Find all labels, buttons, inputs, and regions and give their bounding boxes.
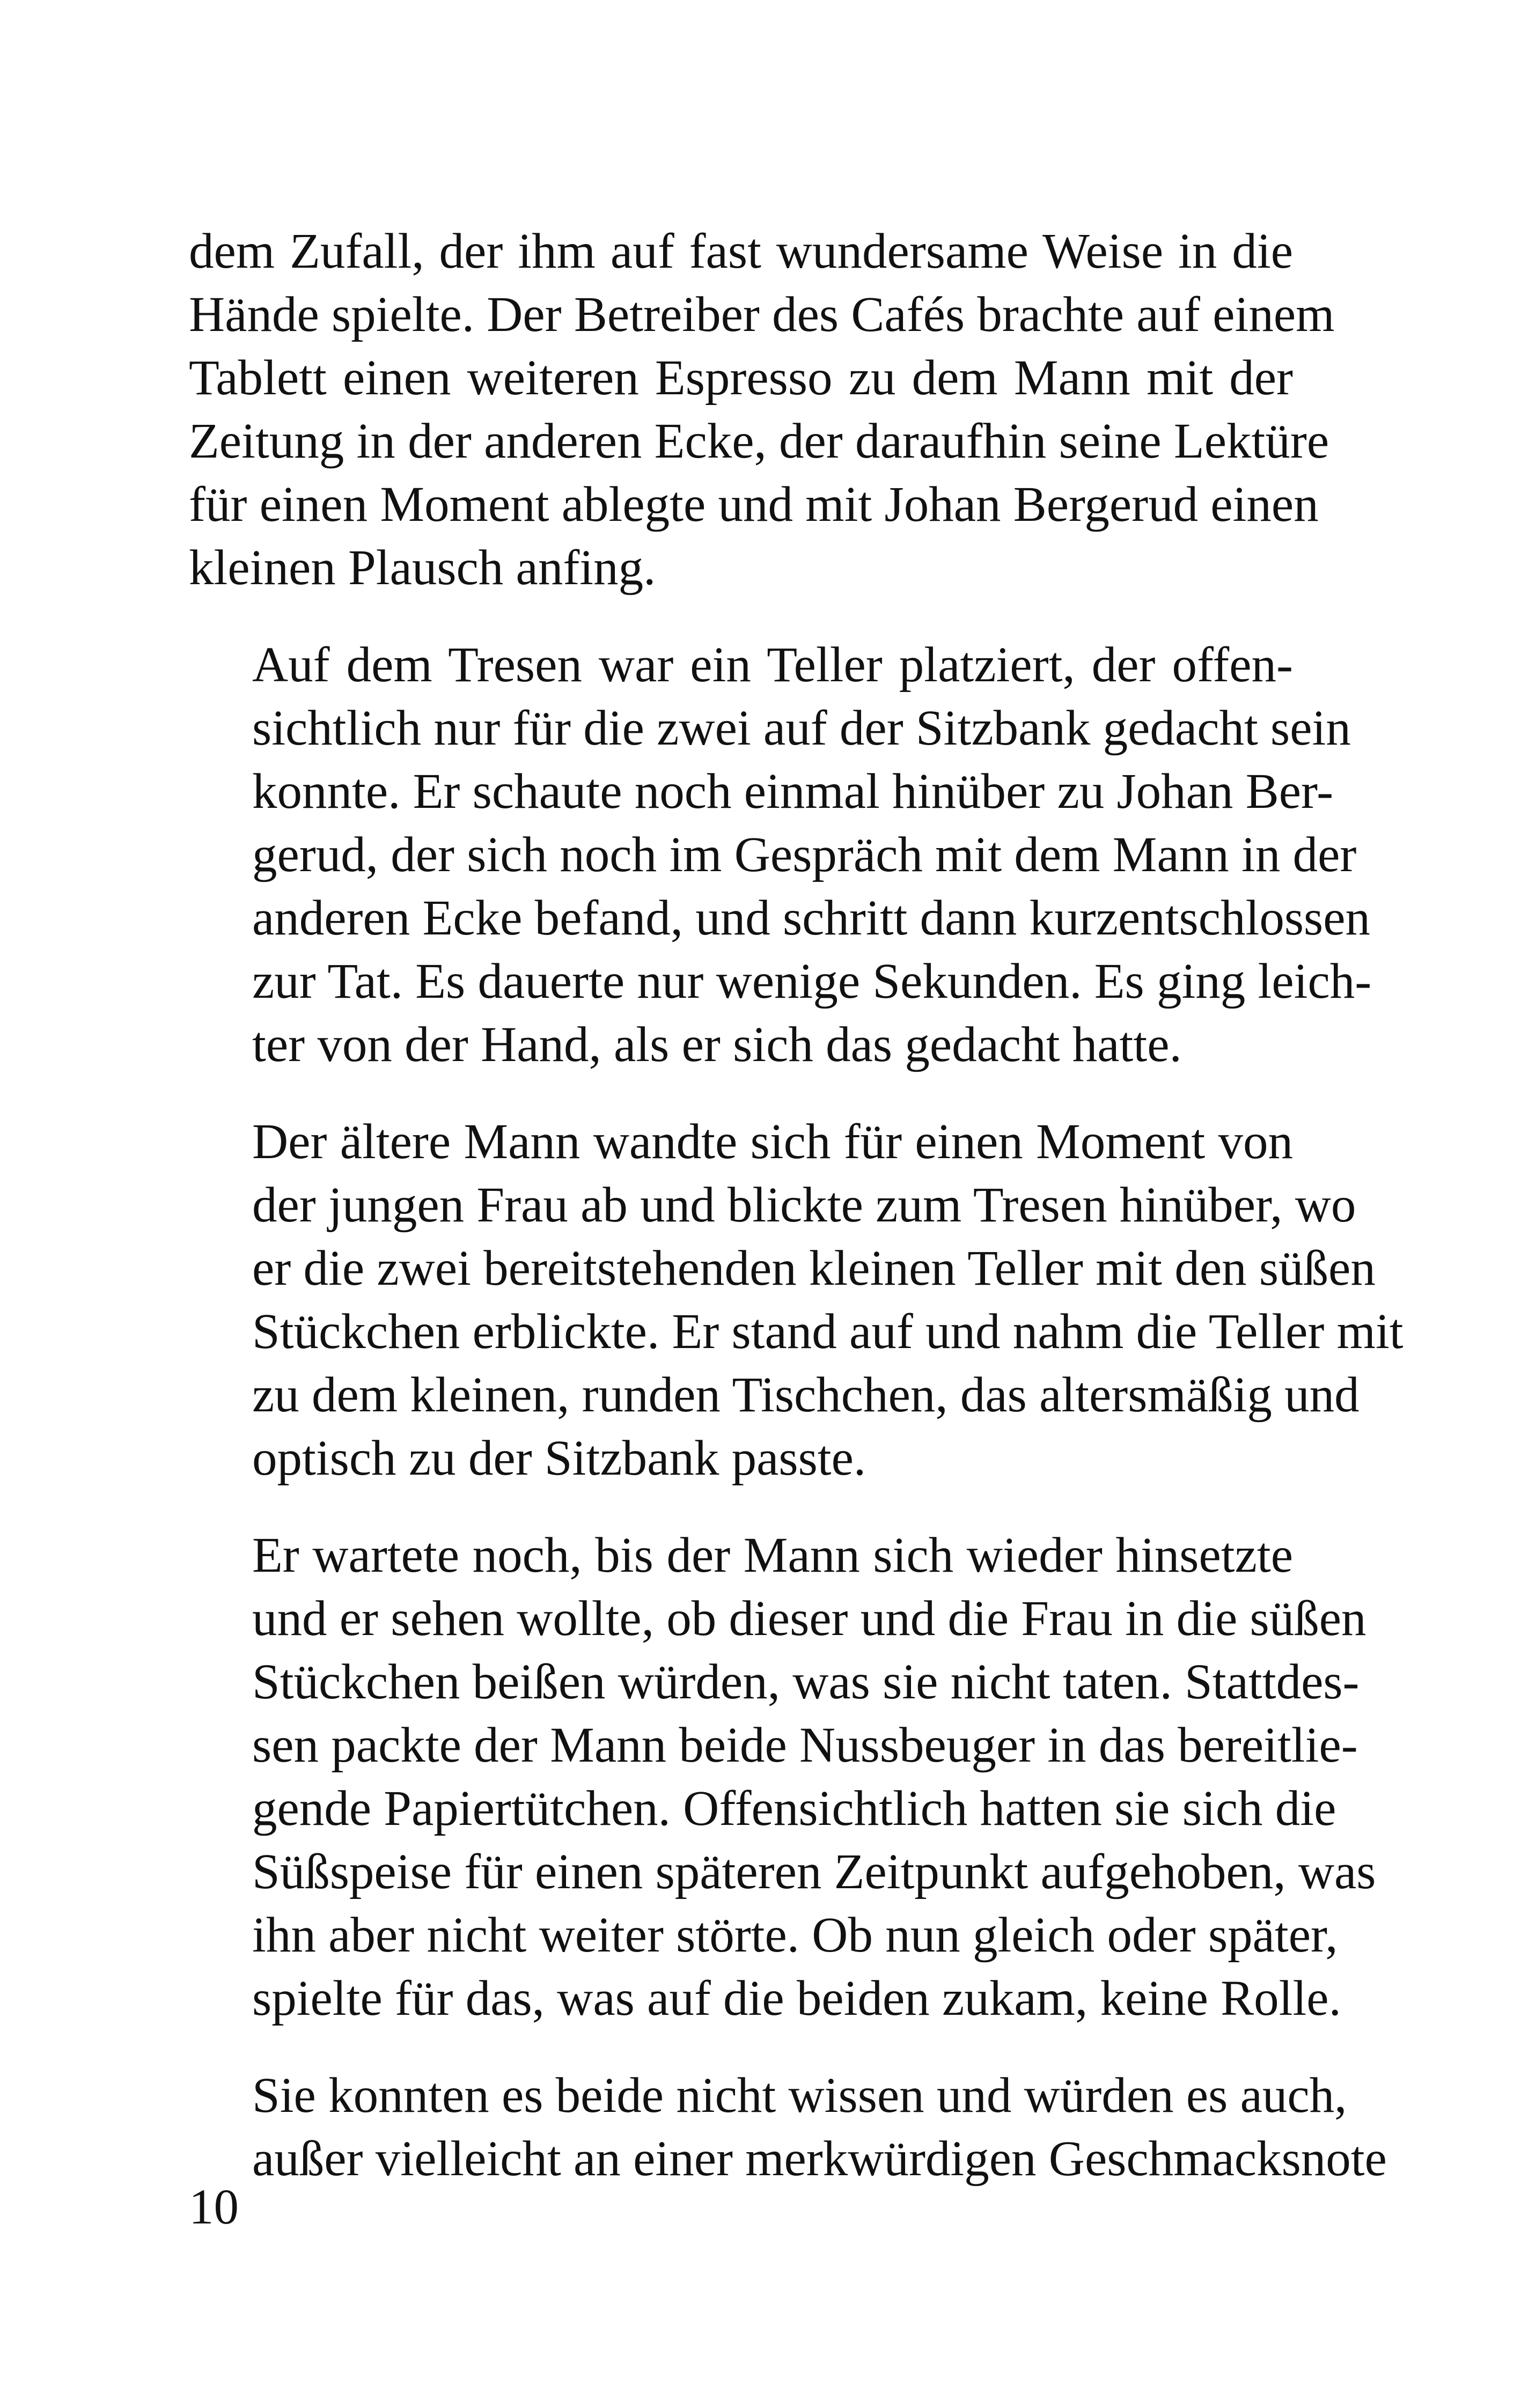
text-line: gende Papiertütchen. Offensichtlich hatten sie sich die bbox=[252, 1781, 1336, 1836]
page-number: 10 bbox=[189, 2179, 239, 2235]
text-line: zur Tat. Es dauerte nur wenige Sekunden. Es ging leich- bbox=[252, 954, 1372, 1009]
text-line: Stückchen beißen würden, was sie nicht taten. Stattdes- bbox=[252, 1654, 1360, 1710]
text-line: dem Zufall, der ihm auf fast wundersame Weise in die bbox=[189, 224, 1293, 279]
text-line: ter von der Hand, als er sich das gedacht hatte. bbox=[252, 1017, 1182, 1072]
text-line: ihn aber nicht weiter störte. Ob nun gleich oder später, bbox=[252, 1908, 1338, 1963]
body-text bbox=[189, 220, 1404, 2191]
text-line: konnte. Er schaute noch einmal hinüber zu Johan Ber- bbox=[252, 764, 1334, 819]
text-line: Stückchen erblickte. Er stand auf und nahm die Teller mit bbox=[252, 1304, 1404, 1359]
text-line: gerud, der sich noch im Gespräch mit dem Mann in der bbox=[252, 827, 1357, 882]
text-line: Süßspeise für einen späteren Zeitpunkt aufgehoben, was bbox=[252, 1844, 1376, 1899]
text-line: Er wartete noch, bis der Mann sich wieder hinsetzte bbox=[252, 1528, 1293, 1583]
text-line: zu dem kleinen, runden Tischchen, das altersmäßig und bbox=[252, 1367, 1360, 1423]
text-line: anderen Ecke befand, und schritt dann kurzentschlossen bbox=[252, 890, 1371, 946]
text-line: kleinen Plausch anfing. bbox=[189, 540, 656, 595]
text-line: optisch zu der Sitzbank passte. bbox=[252, 1431, 866, 1486]
text-line: Zeitung in der anderen Ecke, der daraufhin seine Lektüre bbox=[189, 414, 1329, 469]
text-line: er die zwei bereitstehenden kleinen Teller mit den süßen bbox=[252, 1241, 1376, 1296]
text-line: sichtlich nur für die zwei auf der Sitzbank gedacht sein bbox=[252, 701, 1351, 756]
paragraph-2 bbox=[189, 634, 1372, 1077]
text-line: der jungen Frau ab und blickte zum Tresen hinüber, wo bbox=[252, 1177, 1356, 1233]
paragraph-4 bbox=[189, 1524, 1376, 2030]
text-line: sen packte der Mann beide Nussbeuger in das bereitlie- bbox=[252, 1718, 1358, 1773]
text-line: außer vielleicht an einer merkwürdigen Geschmacksnote bbox=[252, 2131, 1387, 2186]
text-line: für einen Moment ablegte und mit Johan Bergerud einen bbox=[189, 477, 1319, 532]
paragraph-1 bbox=[189, 220, 1335, 600]
text-line: Sie konnten es beide nicht wissen und würden es auch, bbox=[252, 2068, 1347, 2123]
text-line: Auf dem Tresen war ein Teller platziert, der offen- bbox=[252, 637, 1293, 693]
text-line: Der ältere Mann wandte sich für einen Moment von bbox=[252, 1114, 1293, 1169]
text-line: spielte für das, was auf die beiden zukam, keine Rolle. bbox=[252, 1971, 1341, 2026]
paragraph-5 bbox=[189, 2064, 1387, 2191]
text-line: und er sehen wollte, ob dieser und die Frau in die süßen bbox=[252, 1591, 1366, 1646]
text-line: Tablett einen weiteren Espresso zu dem Mann mit der bbox=[189, 350, 1293, 406]
paragraph-3 bbox=[189, 1110, 1404, 1490]
text-line: Hände spielte. Der Betreiber des Cafés brachte auf einem bbox=[189, 287, 1335, 342]
